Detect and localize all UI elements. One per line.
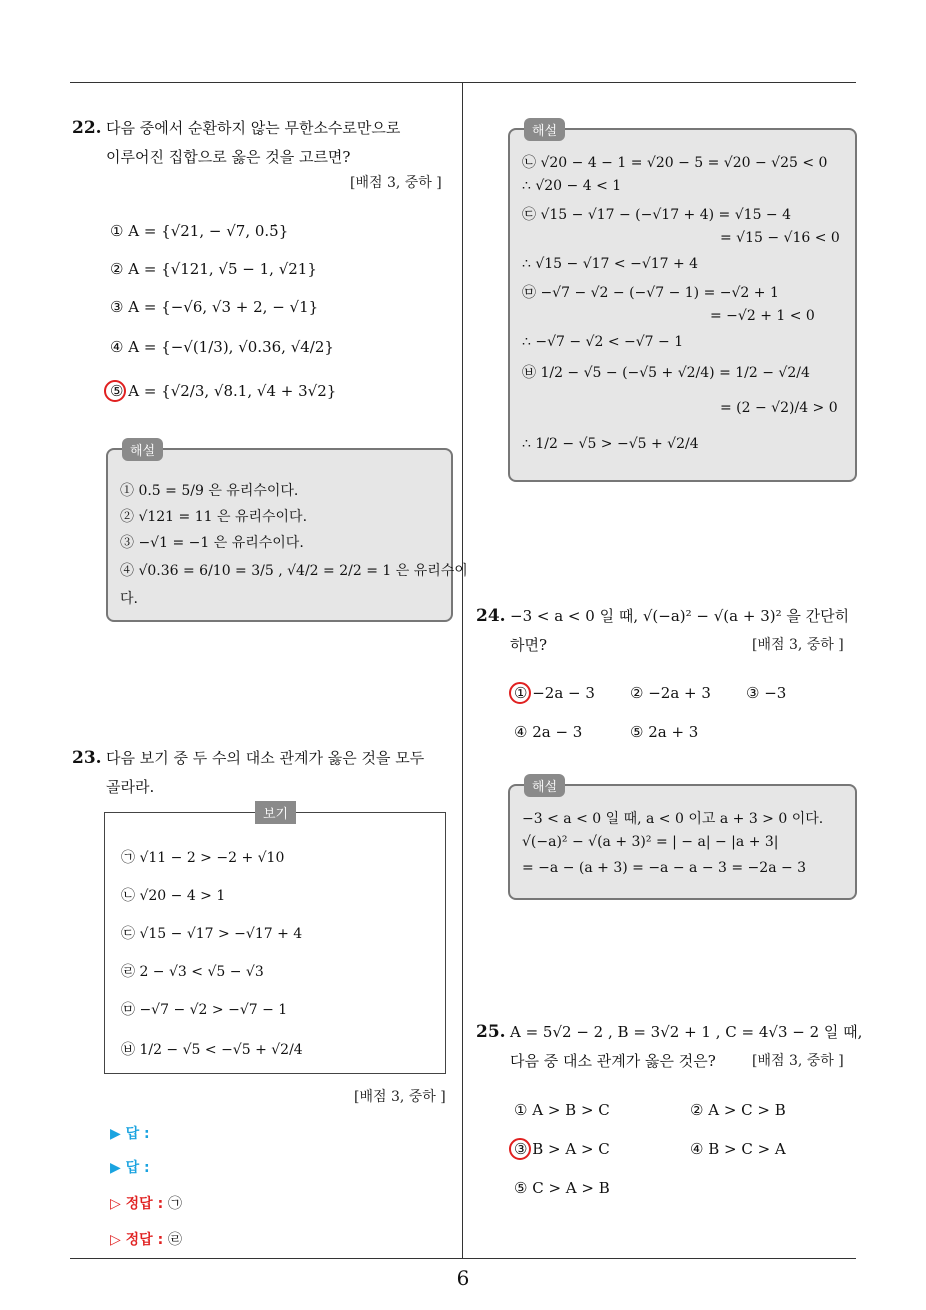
q23-item: ㉢ √15 − √17 > −√17 + 4	[121, 926, 303, 942]
q22-expl-line: ① 0.5̇ = 5/9 은 유리수이다.	[120, 483, 299, 499]
q22-expl-line: ② √121 = 11 은 유리수이다.	[120, 509, 308, 525]
q24-expl-line: = −a − (a + 3) = −a − a − 3 = −2a − 3	[522, 860, 807, 876]
q23-text-line2: 골라라.	[106, 778, 155, 796]
q25-choice-4[interactable]: ④ B > C > A	[690, 1140, 786, 1158]
q23-item: ㉤ −√7 − √2 > −√7 − 1	[121, 1002, 288, 1018]
q22-expl-line: ③ −√1 = −1 은 유리수이다.	[120, 535, 304, 551]
q23-item: ㉣ 2 − √3 < √5 − √3	[121, 964, 264, 980]
q22-text-line1: 다음 중에서 순환하지 않는 무한소수로만으로	[106, 119, 401, 137]
q22-explanation-box	[106, 444, 468, 622]
q23-item: ㉡ √20 − 4 > 1	[121, 888, 226, 904]
q24-choice-1[interactable]: ① −2a − 3	[514, 684, 595, 702]
answer-field[interactable]	[110, 1157, 150, 1177]
q23-expl-line: = −√2 + 1 < 0	[710, 308, 815, 324]
answer-label: ▶ 답 :	[110, 1160, 150, 1176]
q25-choice-1[interactable]: ① A > B > C	[514, 1101, 610, 1119]
q23-text-line1: 다음 보기 중 두 수의 대소 관계가 옳은 것을 모두	[106, 749, 425, 767]
correct-answer	[110, 1193, 182, 1213]
q23-item: ㉠ √11 − 2 > −2 + √10	[121, 850, 285, 866]
q23-example-box	[104, 807, 446, 1074]
q25-meta: [배점 3, 중하 ]	[752, 1053, 844, 1069]
q25-choice-2[interactable]: ② A > C > B	[690, 1101, 786, 1119]
q23-expl-line: = (2 − √2)/4 > 0	[720, 400, 838, 416]
selected-answer-circle	[509, 682, 531, 704]
q23-expl-line: ∴ −√7 − √2 < −√7 − 1	[522, 334, 684, 350]
q22-choice-3[interactable]: ③ A = {−√6, √3 + 2, − √1}	[110, 298, 319, 316]
q23-explanation-box	[508, 124, 857, 482]
q22-meta: [배점 3, 중하 ]	[350, 175, 442, 191]
top-rule	[70, 82, 856, 83]
q23-expl-line: ㉢ √15 − √17 − (−√17 + 4) = √15 − 4	[522, 207, 792, 223]
selected-answer-circle	[509, 1138, 531, 1160]
q24-choice-5[interactable]: ⑤ 2a + 3	[630, 723, 699, 741]
q25-text-line2: 다음 중 대소 관계가 옳은 것은?	[510, 1052, 716, 1070]
q24-expl-line: −3 < a < 0 일 때, a < 0 이고 a + 3 > 0 이다.	[522, 811, 824, 827]
q22-expl-line: 다.	[120, 591, 138, 607]
q24-number: 24.	[476, 606, 506, 626]
q24-choice-4[interactable]: ④ 2a − 3	[514, 723, 583, 741]
q23-meta: [배점 3, 중하 ]	[354, 1089, 446, 1105]
q23-expl-line: = √15 − √16 < 0	[720, 230, 840, 246]
q23-expl-line: ∴ √15 − √17 < −√17 + 4	[522, 256, 699, 272]
correct-answer	[110, 1229, 182, 1249]
q22-expl-line: ④ √0.36 = 6/10 = 3/5 , √4/2 = 2/2 = 1 은 유리수이	[120, 563, 468, 579]
page-number: 6	[456, 1266, 470, 1290]
q23-expl-line: ㉤ −√7 − √2 − (−√7 − 1) = −√2 + 1	[522, 285, 779, 301]
q25-choice-3[interactable]: ③ B > A > C	[514, 1140, 610, 1158]
answer-value: ㉠	[168, 1196, 183, 1212]
q23-expl-line: ∴ 1/2 − √5 > −√5 + √2/4	[522, 436, 699, 452]
column-divider	[462, 83, 463, 1258]
q22-choice-4[interactable]: ④ A = {−√(1/3), √0.36, √4/2}	[110, 338, 334, 356]
q23-expl-line: ㉥ 1/2 − √5 − (−√5 + √2/4) = 1/2 − √2/4	[522, 365, 810, 381]
q24-text-line1: −3 < a < 0 일 때, √(−a)² − √(a + 3)² 을 간단히	[510, 607, 850, 625]
q24-choice-3[interactable]: ③ −3	[746, 684, 787, 702]
q25-number: 25.	[476, 1022, 506, 1042]
q22-choice-1[interactable]: ① A = {√21, − √7, 0.5̇}	[110, 222, 289, 240]
q22-text-line2: 이루어진 집합으로 옳은 것을 고르면?	[106, 148, 351, 166]
answer-field[interactable]	[110, 1123, 150, 1143]
answer-value: ㉣	[168, 1232, 183, 1248]
q23-item: ㉥ 1/2 − √5 < −√5 + √2/4	[121, 1042, 303, 1058]
q23-expl-tag: 해설	[524, 118, 565, 141]
q24-expl-line: √(−a)² − √(a + 3)² = | − a| − |a + 3|	[522, 834, 779, 850]
q23-box-tag: 보기	[255, 801, 296, 824]
q22-expl-tag: 해설	[122, 438, 163, 461]
answer-label: ▷ 정답 :	[110, 1196, 164, 1212]
q24-meta: [배점 3, 중하 ]	[752, 637, 844, 653]
q24-text-line2: 하면?	[510, 636, 548, 654]
selected-answer-circle	[104, 380, 126, 402]
q25-text-line1: A = 5√2 − 2 , B = 3√2 + 1 , C = 4√3 − 2 일 때,	[510, 1023, 863, 1041]
answer-label: ▷ 정답 :	[110, 1232, 164, 1248]
q22-choice-5[interactable]: ⑤ A = {√2/3, √8.1, √4 + 3√2}	[110, 382, 337, 400]
bottom-rule	[70, 1258, 856, 1259]
q23-expl-line: ∴ √20 − 4 < 1	[522, 178, 622, 194]
q24-expl-tag: 해설	[524, 774, 565, 797]
q23-number: 23.	[72, 748, 102, 768]
q24-explanation-box	[508, 780, 857, 900]
q22-number: 22.	[72, 118, 102, 138]
q23-expl-line: ㉡ √20 − 4 − 1 = √20 − 5 = √20 − √25 < 0	[522, 155, 828, 171]
q24-choice-2[interactable]: ② −2a + 3	[630, 684, 711, 702]
answer-label: ▶ 답 :	[110, 1126, 150, 1142]
q22-choice-2[interactable]: ② A = {√121, √5 − 1, √21}	[110, 260, 317, 278]
q25-choice-5[interactable]: ⑤ C > A > B	[514, 1179, 610, 1197]
